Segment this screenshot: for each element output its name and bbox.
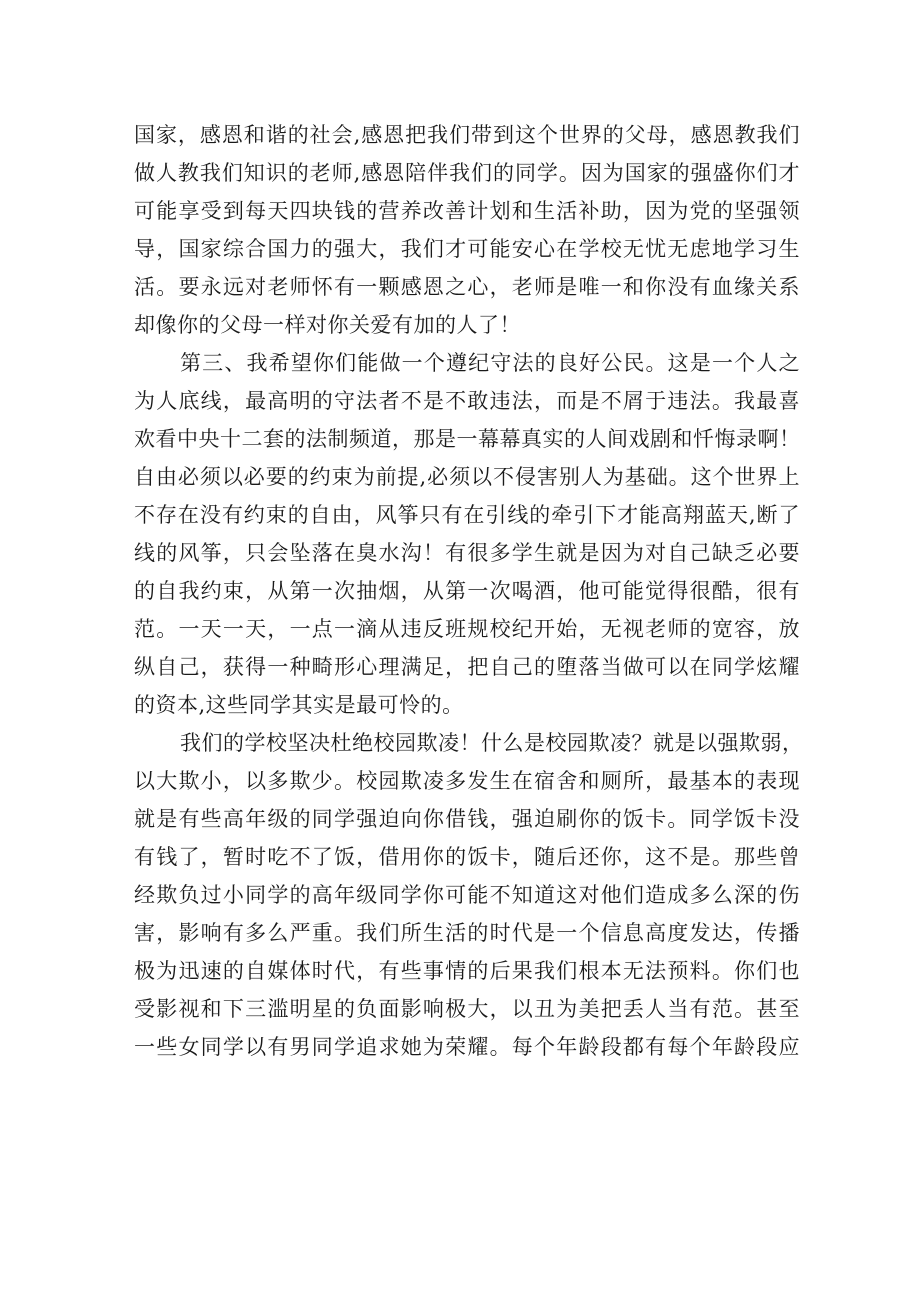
text-line: 却像你的父母一样对你关爱有加的人了！ <box>134 313 521 337</box>
text-line: 的自我约束，从第一次抽烟，从第一次喝酒，他可能觉得很酷，很有 <box>134 579 800 603</box>
text-line: 一些女同学以有男同学追求她为荣耀。每个年龄段都有每个年龄段应 <box>134 1035 800 1059</box>
text-line: 的资本,这些同学其实是最可怜的。 <box>134 693 464 717</box>
paragraph-school-bullying <box>134 724 804 1066</box>
paragraph-law-abiding <box>134 344 800 724</box>
text-line: 做人教我们知识的老师,感恩陪伴我们的同学。因为国家的强盛你们才 <box>134 161 800 185</box>
text-line: 不存在没有约束的自由，风筝只有在引线的牵引下才能高翔蓝天,断了 <box>134 503 800 527</box>
text-line: 我们的学校坚决杜绝校园欺凌！什么是校园欺凌？就是以强欺弱， <box>180 731 804 755</box>
text-line: 有钱了，暂时吃不了饭，借用你的饭卡，随后还你，这不是。那些曾 <box>134 845 800 869</box>
text-line: 线的风筝，只会坠落在臭水沟！有很多学生就是因为对自己缺乏必要 <box>134 541 800 565</box>
text-line: 为人底线，最高明的守法者不是不敢违法，而是不屑于违法。我最喜 <box>134 389 800 413</box>
document-body <box>134 116 804 1066</box>
text-line: 极为迅速的自媒体时代，有些事情的后果我们根本无法预料。你们也 <box>134 959 800 983</box>
text-line: 经欺负过小同学的高年级同学你可能不知道这对他们造成多么深的伤 <box>134 883 800 907</box>
text-line: 害，影响有多么严重。我们所生活的时代是一个信息高度发达，传播 <box>134 921 800 945</box>
text-line: 受影视和下三滥明星的负面影响极大，以丑为美把丢人当有范。甚至 <box>134 997 800 1021</box>
text-line: 国家，感恩和谐的社会,感恩把我们带到这个世界的父母，感恩教我们 <box>134 123 800 147</box>
text-line: 可能享受到每天四块钱的营养改善计划和生活补助，因为党的坚强领 <box>134 199 800 223</box>
text-line: 第三、我希望你们能做一个遵纪守法的良好公民。这是一个人之 <box>180 351 800 375</box>
paragraph-gratitude <box>134 116 800 344</box>
text-line: 以大欺小，以多欺少。校园欺凌多发生在宿舍和厕所，最基本的表现 <box>134 769 800 793</box>
text-line: 就是有些高年级的同学强迫向你借钱，强迫刷你的饭卡。同学饭卡没 <box>134 807 800 831</box>
text-line: 活。要永远对老师怀有一颗感恩之心，老师是唯一和你没有血缘关系 <box>134 275 800 299</box>
text-line: 欢看中央十二套的法制频道，那是一幕幕真实的人间戏剧和忏悔录啊！ <box>134 427 801 451</box>
text-line: 范。一天一天，一点一滴从违反班规校纪开始，无视老师的宽容，放 <box>134 617 800 641</box>
text-line: 纵自己，获得一种畸形心理满足，把自己的堕落当做可以在同学炫耀 <box>134 655 800 679</box>
text-line: 自由必须以必要的约束为前提,必须以不侵害别人为基础。这个世界上 <box>134 465 800 489</box>
text-line: 导，国家综合国力的强大，我们才可能安心在学校无忧无虑地学习生 <box>134 237 800 261</box>
